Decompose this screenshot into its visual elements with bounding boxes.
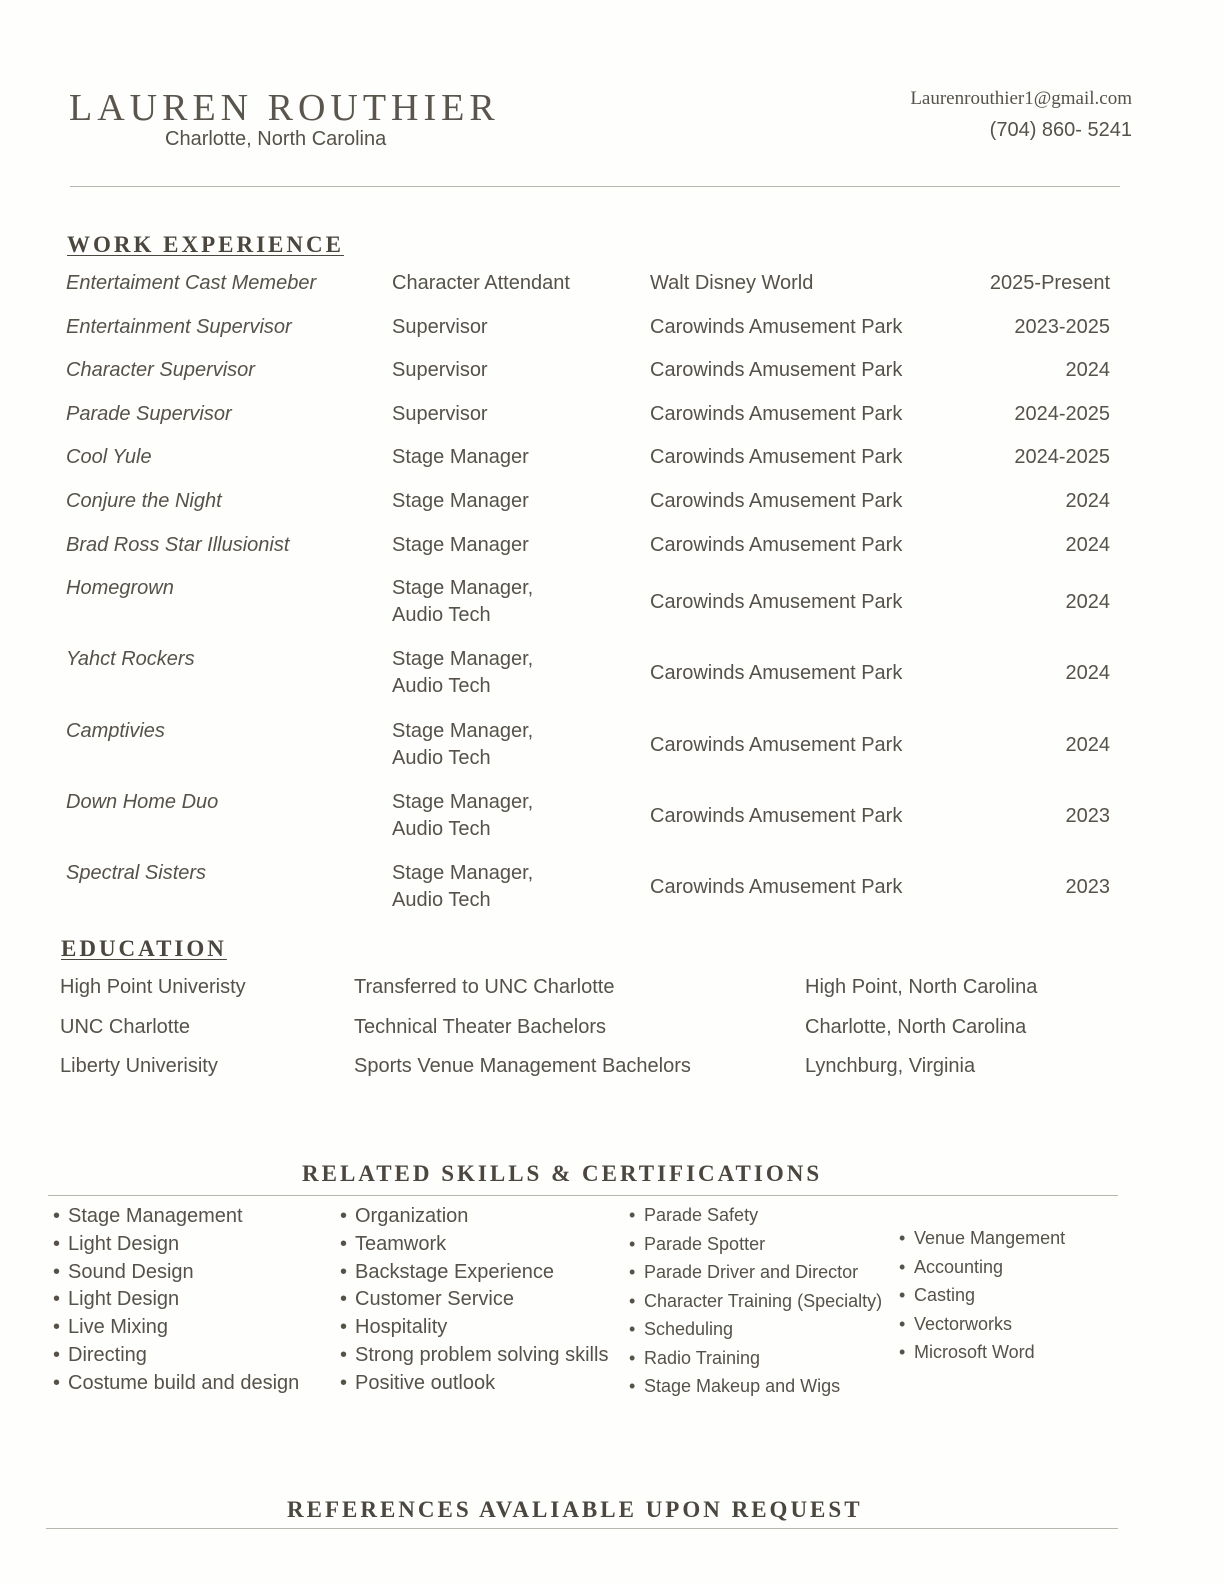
skill-item: • Positive outlook [340, 1370, 608, 1398]
work-role: Stage Manager [392, 533, 529, 556]
header-divider [70, 186, 1120, 187]
skill-item: • Teamwork [340, 1231, 608, 1259]
education-row [60, 974, 1060, 1014]
work-place: Carowinds Amusement Park [650, 805, 903, 828]
references-heading: REFERENCES AVALIABLE UPON REQUEST [287, 1497, 863, 1522]
education-location: Charlotte, North Carolina [805, 1015, 1027, 1038]
skill-item: • Strong problem solving skills [340, 1342, 608, 1370]
skill-item: • Backstage Experience [340, 1259, 608, 1287]
skill-item: • Scheduling [629, 1315, 882, 1344]
skills-list-other [899, 1224, 1065, 1367]
skill-item: • Live Mixing [53, 1314, 299, 1342]
resume-name: LAUREN ROUTHIER [69, 87, 500, 129]
skills-list-general [53, 1203, 299, 1398]
work-place: Carowinds Amusement Park [650, 446, 903, 469]
work-show-title: Homegrown [66, 577, 174, 600]
skill-item: • Stage Management [53, 1203, 299, 1231]
work-role: Stage Manager [392, 446, 529, 469]
skill-item: • Character Training (Specialty) [629, 1287, 882, 1316]
skill-item: • Customer Service [340, 1286, 608, 1314]
skill-item: • Sound Design [53, 1259, 299, 1287]
work-place: Carowinds Amusement Park [650, 533, 903, 556]
work-role-line: Audio Tech [392, 818, 491, 841]
work-years: 2024 [1065, 591, 1110, 614]
work-row [66, 444, 1110, 488]
skill-item: • Microsoft Word [899, 1338, 1065, 1367]
skill-item: • Hospitality [340, 1314, 608, 1342]
work-place: Carowinds Amusement Park [650, 489, 903, 512]
work-role [392, 575, 533, 629]
education-program: Technical Theater Bachelors [354, 1015, 606, 1038]
work-row [66, 575, 1110, 646]
work-row [66, 314, 1110, 358]
work-place: Carowinds Amusement Park [650, 402, 903, 425]
work-role: Stage Manager [392, 489, 529, 512]
skill-item: • Light Design [53, 1286, 299, 1314]
skill-item: • Parade Driver and Director [629, 1258, 882, 1287]
work-role [392, 646, 533, 700]
work-years: 2024 [1065, 733, 1110, 756]
contact-email: Laurenrouthier1@gmail.com [910, 88, 1132, 109]
work-row [66, 357, 1110, 401]
references-divider [46, 1528, 1118, 1529]
work-place: Carowinds Amusement Park [650, 876, 903, 899]
work-row [66, 270, 1110, 314]
education-heading: EDUCATION [61, 936, 227, 961]
work-role: Supervisor [392, 315, 488, 338]
work-place: Carowinds Amusement Park [650, 315, 903, 338]
education-location: High Point, North Carolina [805, 976, 1038, 998]
work-show-title: Conjure the Night [66, 489, 222, 512]
work-place: Carowinds Amusement Park [650, 733, 903, 756]
work-role [392, 789, 533, 843]
work-years: 2024-2025 [1014, 402, 1110, 425]
education-school: High Point Univeristy [60, 976, 246, 998]
education-program: Transferred to UNC Charlotte [354, 976, 615, 998]
work-role-line: Audio Tech [392, 675, 491, 698]
skills-list-certifications [629, 1201, 882, 1401]
work-years: 2024 [1065, 533, 1110, 556]
skill-item: • Organization [340, 1203, 608, 1231]
skills-list-soft [340, 1203, 608, 1398]
work-role-line: Stage Manager, [392, 648, 534, 671]
work-row [66, 718, 1110, 789]
work-experience-table [66, 270, 1110, 932]
work-row [66, 646, 1110, 717]
work-role: Character Attendant [392, 272, 570, 294]
work-row [66, 488, 1110, 532]
work-show-title: Camptivies [66, 719, 165, 742]
skill-item: • Accounting [899, 1253, 1065, 1282]
work-years: 2025-Present [989, 272, 1110, 294]
work-role-line: Audio Tech [392, 889, 491, 912]
work-show-title: Entertaiment Cast Memeber [66, 272, 317, 294]
skill-item: • Directing [53, 1342, 299, 1370]
education-school: Liberty Univerisity [60, 1055, 218, 1077]
work-show-title: Cool Yule [66, 446, 152, 469]
education-table [60, 974, 1060, 1093]
work-show-title: Brad Ross Star Illusionist [66, 533, 290, 556]
work-row [66, 401, 1110, 445]
work-role [392, 718, 533, 772]
skill-item: • Venue Mangement [899, 1224, 1065, 1253]
skill-item: • Parade Safety [629, 1201, 882, 1230]
education-location: Lynchburg, Virginia [805, 1055, 976, 1077]
work-experience-heading: WORK EXPERIENCE [67, 232, 344, 257]
work-role-line: Stage Manager, [392, 577, 534, 600]
work-role-line: Stage Manager, [392, 862, 534, 885]
skill-item: • Costume build and design [53, 1370, 299, 1398]
work-years: 2024 [1065, 662, 1110, 685]
skills-divider [48, 1195, 1118, 1196]
work-place: Carowinds Amusement Park [650, 591, 903, 614]
work-role-line: Audio Tech [392, 746, 491, 769]
contact-phone: (704) 860- 5241 [989, 119, 1132, 141]
work-role-line: Stage Manager, [392, 791, 534, 814]
skills-heading: RELATED SKILLS & CERTIFICATIONS [302, 1161, 823, 1186]
work-years: 2023 [1065, 805, 1110, 828]
education-row [60, 1053, 1060, 1093]
education-school: UNC Charlotte [60, 1015, 191, 1038]
work-years: 2023 [1065, 876, 1110, 899]
work-show-title: Entertainment Supervisor [66, 315, 292, 338]
education-program: Sports Venue Management Bachelors [354, 1055, 691, 1077]
work-row [66, 860, 1110, 931]
skill-item: • Radio Training [629, 1344, 882, 1373]
work-place: Walt Disney World [650, 272, 814, 294]
work-show-title: Parade Supervisor [66, 402, 232, 425]
resume-location: Charlotte, North Carolina [165, 128, 387, 150]
work-role-line: Audio Tech [392, 604, 491, 627]
work-row [66, 789, 1110, 860]
work-role: Supervisor [392, 359, 488, 382]
work-place: Carowinds Amusement Park [650, 359, 903, 382]
work-row [66, 532, 1110, 576]
skill-item: • Casting [899, 1281, 1065, 1310]
skill-item: • Light Design [53, 1231, 299, 1259]
skill-item: • Vectorworks [899, 1310, 1065, 1339]
work-show-title: Spectral Sisters [66, 862, 207, 885]
work-years: 2024 [1065, 489, 1110, 512]
work-show-title: Yahct Rockers [66, 648, 195, 671]
work-role-line: Stage Manager, [392, 719, 534, 742]
education-row [60, 1014, 1060, 1054]
work-role: Supervisor [392, 402, 488, 425]
work-show-title: Down Home Duo [66, 791, 219, 814]
work-role [392, 860, 533, 914]
work-years: 2024 [1065, 359, 1110, 382]
skill-item: • Parade Spotter [629, 1230, 882, 1259]
work-years: 2024-2025 [1014, 446, 1110, 469]
work-place: Carowinds Amusement Park [650, 662, 903, 685]
work-show-title: Character Supervisor [66, 359, 255, 382]
skill-item: • Stage Makeup and Wigs [629, 1372, 882, 1401]
work-years: 2023-2025 [1014, 315, 1110, 338]
